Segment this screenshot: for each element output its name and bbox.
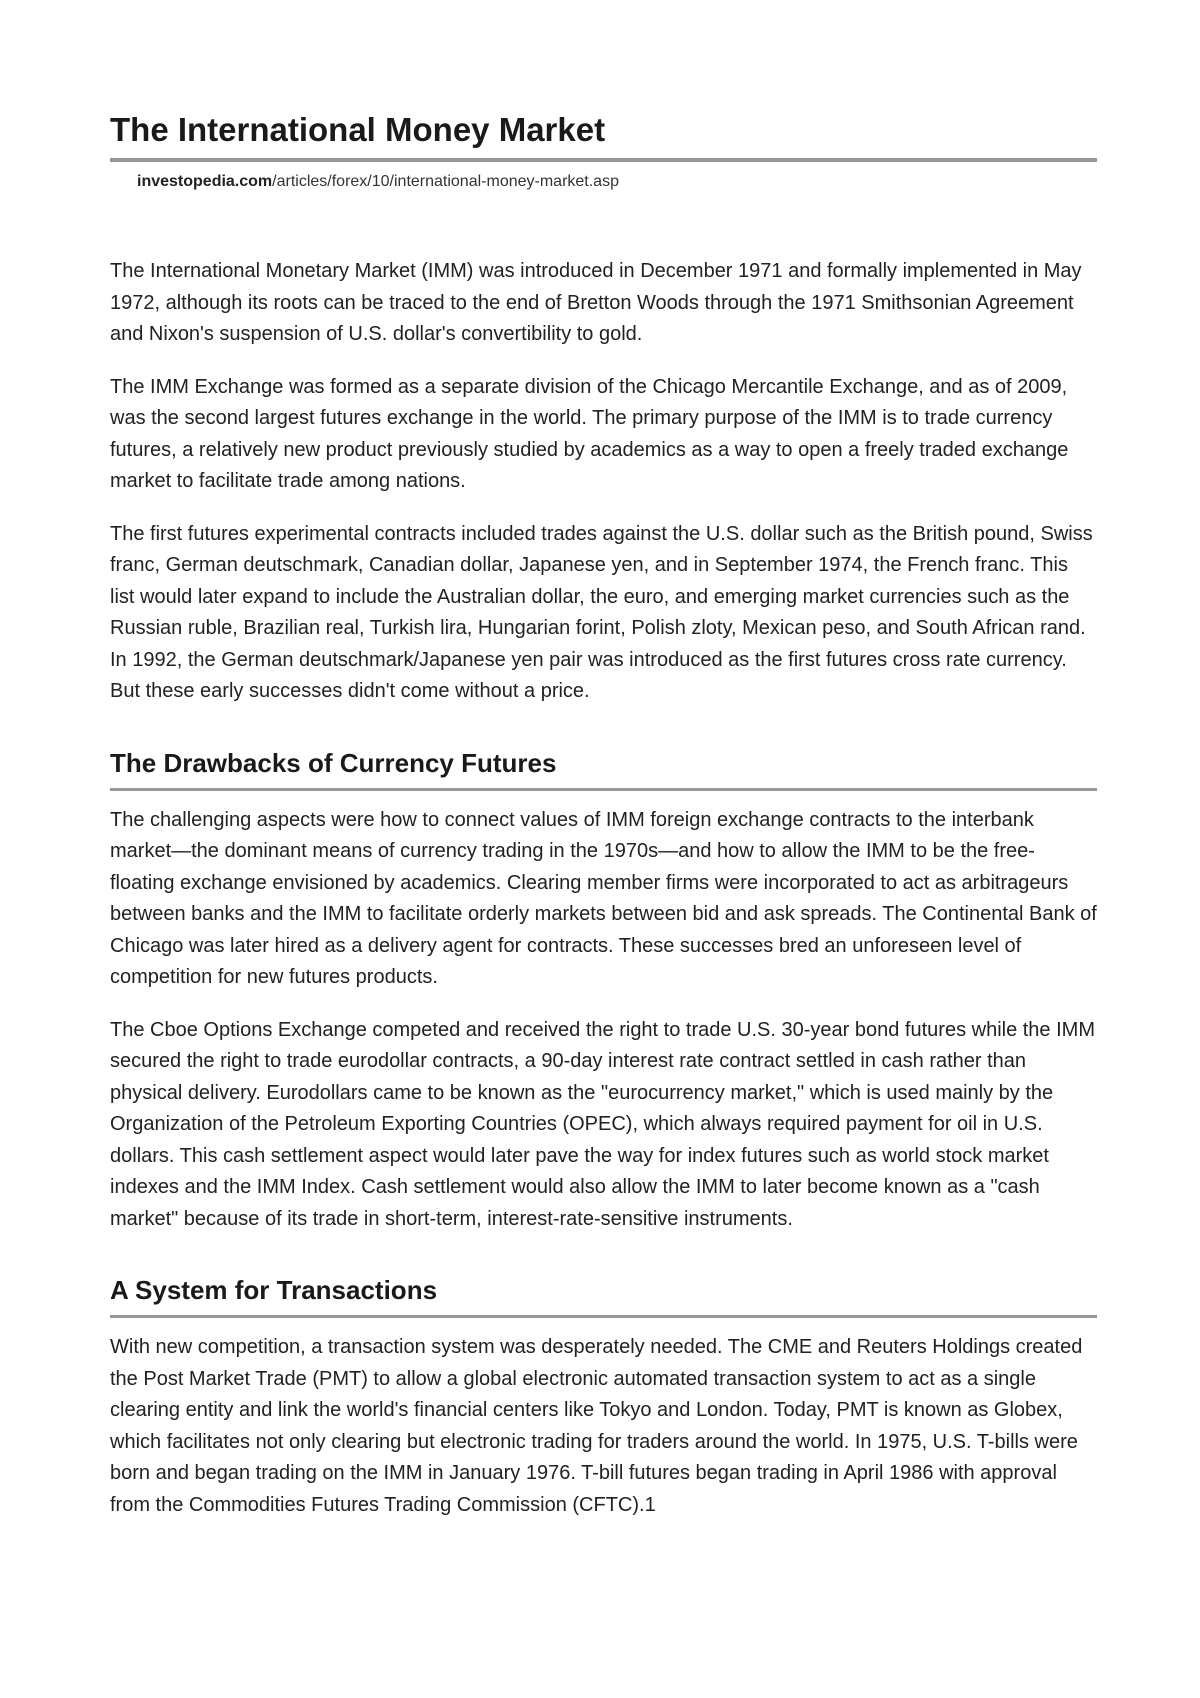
transactions-paragraph-1: With new competition, a transaction system was desperately needed. The CME and Reuters Holdings created the Post Market Trade (PMT) to allow a global electronic automated transaction system to act as a single clearing entity and link the world's financial centers like Tokyo and London. Today, PMT is known as Globex, which facilitates not only clearing but electronic trading for traders around the world. In 1975, U.S. T-bills were born and began trading on the IMM in January 1976. T-bill futures began trading in April 1986 with approval from the Commodities Futures Trading Commission (CFTC).1 xyxy=(110,1336,1083,1516)
intro-paragraph-3: The first futures experimental contracts included trades against the U.S. dollar such as the British pound, Swiss franc, German deutschmark, Canadian dollar, Japanese yen, and in September 1974, the French franc. This list would later expand to include the Australian dollar, the euro, and emerging market currencies such as the Russian ruble, Brazilian real, Turkish lira, Hungarian forint, Polish zloty, Mexican peso, and South African rand. In 1992, the German deutschmark/Japanese yen pair was introduced as the first futures cross rate currency. But these early successes didn't come without a price. xyxy=(110,522,1093,702)
drawbacks-paragraph-1: The challenging aspects were how to connect values of IMM foreign exchange contracts to the interbank market—the dominant means of currency trading in the 1970s—and how to allow the IMM to be the free-floating exchange envisioned by academics. Clearing member firms were incorporated to act as arbitrageurs between banks and the IMM to facilitate orderly markets between bid and ask spreads. The Continental Bank of Chicago was later hired as a delivery agent for contracts. These successes bred an unforeseen level of competition for new futures products. xyxy=(110,808,1097,988)
section-heading-drawbacks: The Drawbacks of Currency Futures xyxy=(110,746,1097,791)
drawbacks-paragraph-2: The Cboe Options Exchange competed and received the right to trade U.S. 30-year bond futures while the IMM secured the right to trade eurodollar contracts, a 90-day interest rate contract settled in cash rather than physical delivery. Eurodollars came to be known as the "eurocurrency market," which is used mainly by the Organization of the Petroleum Exporting Countries (OPEC), which always required payment for oil in U.S. dollars. This cash settlement aspect would later pave the way for index futures such as world stock market indexes and the IMM Index. Cash settlement would also allow the IMM to later become known as a "cash market" because of its trade in short-term, interest-rate-sensitive instruments. xyxy=(110,1018,1095,1230)
article-body xyxy=(110,256,1097,1521)
article-page xyxy=(110,108,1097,1542)
intro-paragraph-2: The IMM Exchange was formed as a separate division of the Chicago Mercantile Exchange, and as of 2009, was the second largest futures exchange in the world. The primary purpose of the IMM is to trade currency futures, a relatively new product previously studied by academics as a way to open a freely traded exchange market to facilitate trade among nations. xyxy=(110,375,1069,492)
source-url[interactable] xyxy=(137,172,1097,192)
intro-paragraph-1: The International Monetary Market (IMM) was introduced in December 1971 and formally implemented in May 1972, although its roots can be traced to the end of Bretton Woods through the 1971 Smithsonian Agreement and Nixon's suspension of U.S. dollar's convertibility to gold. xyxy=(110,260,1082,345)
source-path: /articles/forex/10/international-money-market.asp xyxy=(272,173,619,190)
source-domain: investopedia.com xyxy=(137,173,273,190)
page-title: The International Money Market xyxy=(110,108,1097,162)
section-heading-transactions: A System for Transactions xyxy=(110,1273,1097,1318)
